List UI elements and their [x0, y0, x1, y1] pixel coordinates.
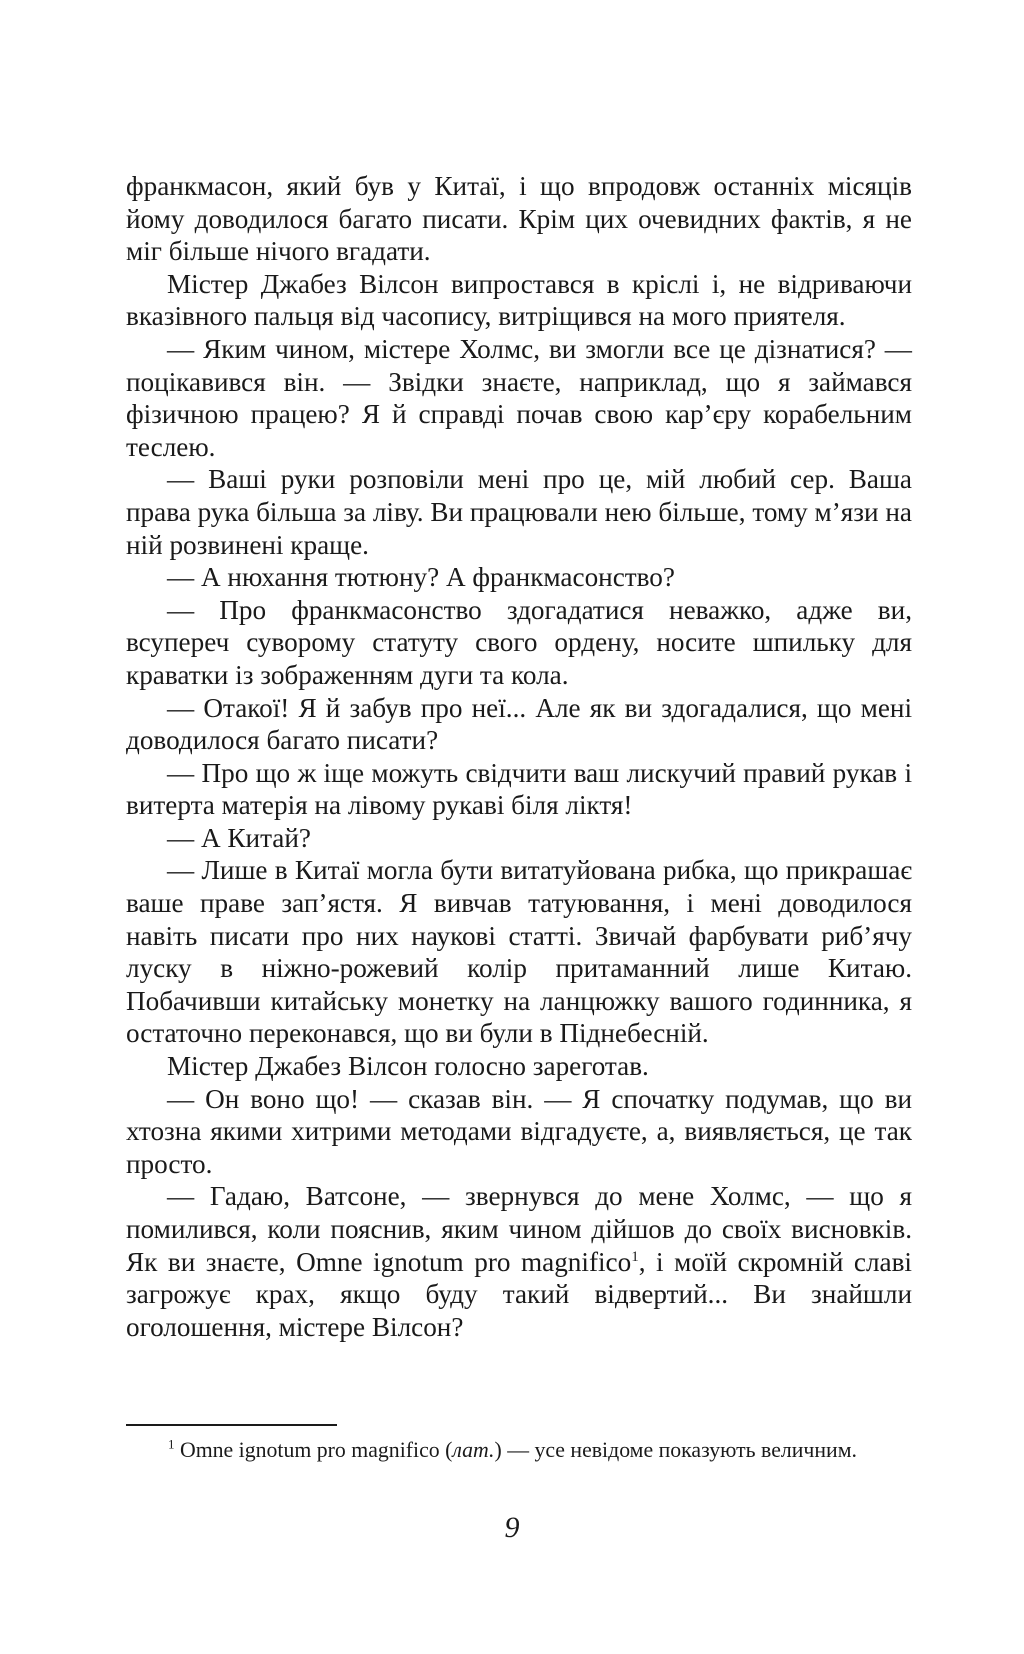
paragraph-4: — Ваші руки розповіли мені про це, мій любий сер. Ваша права рука більша за ліву. Ви працювали нею більше, тому м’язи на ній розвинені краще.: [126, 464, 912, 560]
paragraph-8: — Про що ж іще можуть свідчити ваш лискучий правий рукав і витерта матерія на лівому рукаві біля ліктя!: [126, 757, 912, 821]
paragraph-2: Містер Джабез Вілсон випростався в кріслі і, не відриваючи вказівного пальця від часопису, витріщився на мого приятеля.: [126, 268, 912, 332]
paragraph-7: — Отакої! Я й забув про неї... Але як ви здогадалися, що мені доводилося багато писати?: [126, 692, 912, 756]
paragraph-3: — Яким чином, містере Холмс, ви змогли все це дізнатися? — поцікавився він. — Звідки знаєте, наприклад, що я займався фізичною працею? Я й справді почав свою кар’єру корабельним теслею.: [126, 333, 912, 462]
paragraph-1: франкмасон, який був у Китаї, і що впродовж останніх місяців йому доводилося багато писати. Крім цих очевидних фактів, я не міг більше нічого вгадати.: [126, 171, 912, 267]
paragraph-5: — А нюхання тютюну? А франкмасонство?: [167, 562, 675, 593]
paragraph-6: — Про франкмасонство здогадатися неважко, адже ви, всупереч суворому статуту свого ордену, носите шпильку для краватки із зображенням дуги та кола.: [126, 594, 912, 690]
paragraph-12: — Он воно що! — сказав він. — Я спочатку подумав, що ви хтозна якими хитрими методами відгадуєте, а, виявляється, це так просто.: [126, 1083, 912, 1179]
footnote-divider: [126, 1424, 337, 1426]
paragraph-10: — Лише в Китаї могла бути витатуйована рибка, що прикрашає ваше праве зап’ястя. Я вивчав татуювання, і мені доводилося навіть писати про них наукові статті. Звичай фарбувати риб’ячу луску в ніжно-рожевий колір притаманний лише Китаю. Побачивши китайську монетку на ланцюжку вашого годинника, я остаточно переконався, що ви були в Піднебесній.: [126, 855, 912, 1049]
footnote-language: лат.: [452, 1438, 495, 1462]
paragraph-13: [126, 1180, 912, 1343]
footnote-marker: 1: [168, 1436, 175, 1452]
page-number: 9: [504, 1511, 520, 1544]
footnote-lead: Omne ignotum pro magnifico (: [174, 1438, 453, 1462]
paragraph-9: — А Китай?: [167, 822, 311, 853]
footnote-reference[interactable]: 1: [631, 1248, 639, 1265]
paragraph-13-before: — Гадаю, Ватсоне, — звернувся до мене Холмс, — що я помилився, коли пояснив, яким чином дійшов до своїх висновків. Як ви знаєте, Omne ignotum pro magnifico: [126, 1181, 912, 1277]
footnote: [126, 1436, 912, 1464]
paragraph-13-after: , і моїй скромній славі загрожує крах, якщо буду такий відвертий... Ви знайшли оголошення, містере Вілсон?: [126, 1246, 912, 1342]
footnote-rest: ) — усе невідоме показують величним.: [494, 1438, 857, 1462]
paragraph-11: Містер Джабез Вілсон голосно зареготав.: [167, 1051, 649, 1082]
page-body: [126, 170, 912, 1343]
